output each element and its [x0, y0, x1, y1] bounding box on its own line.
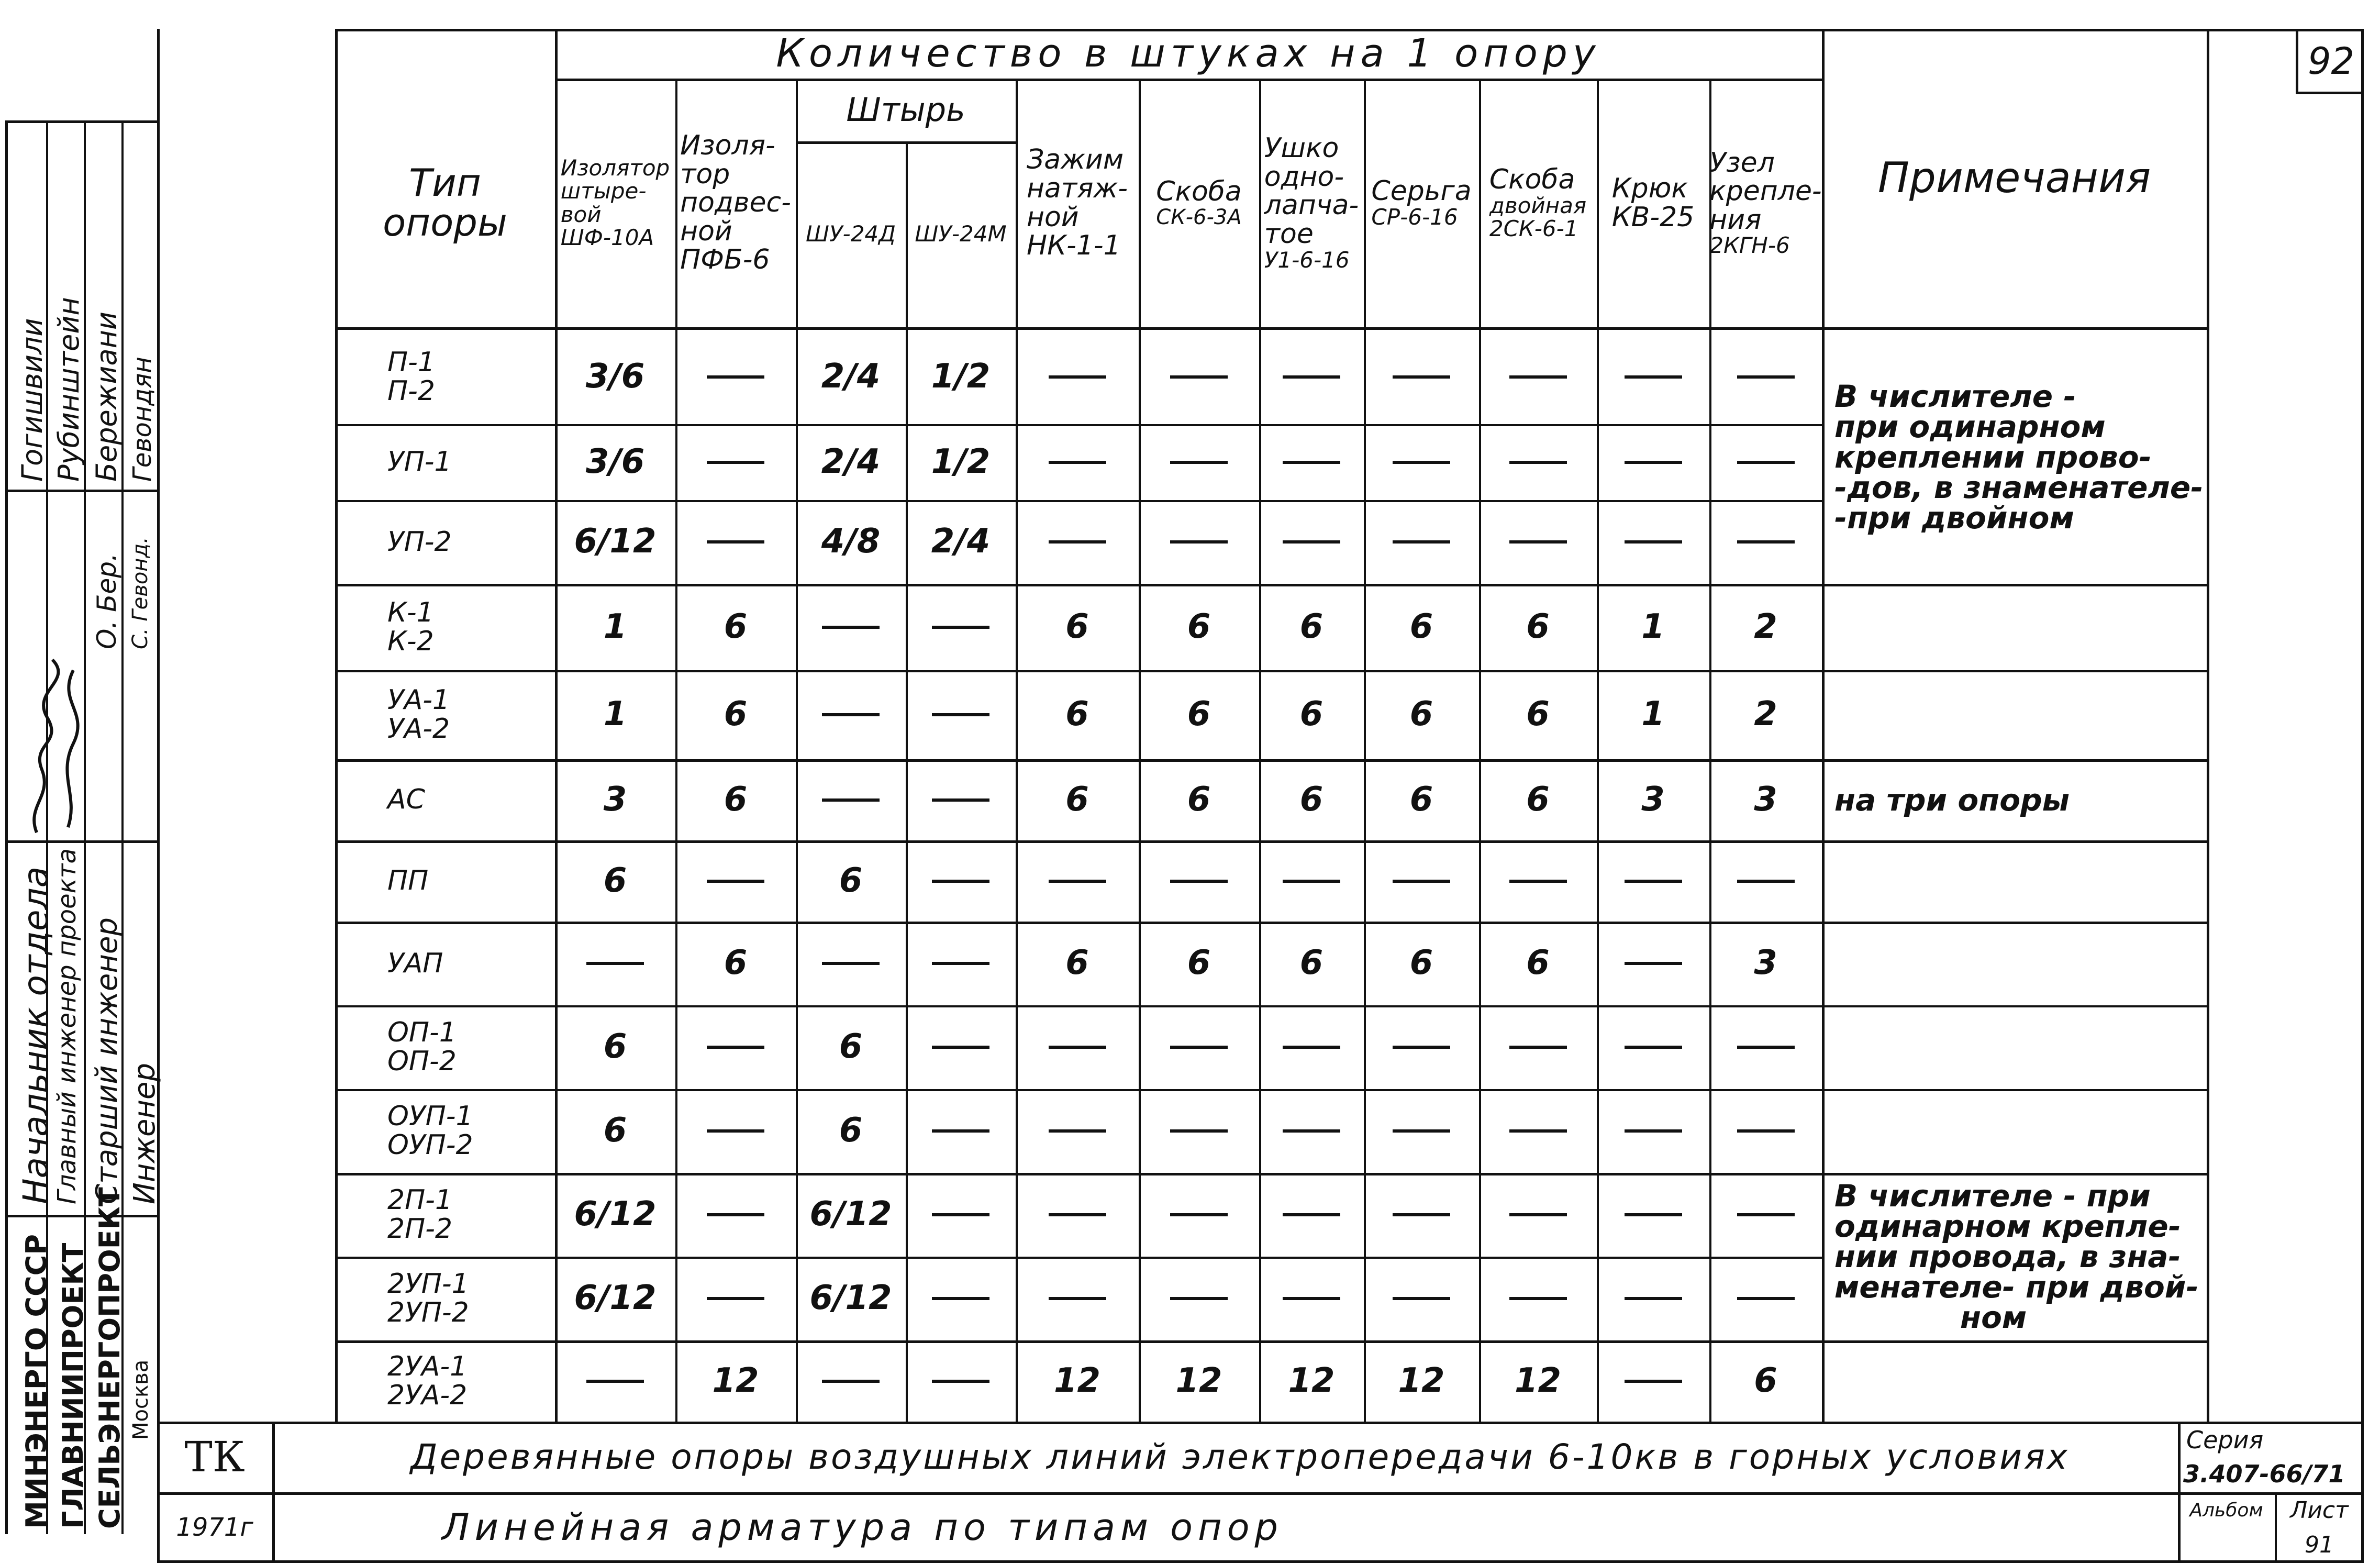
dash-mark — [1509, 375, 1567, 379]
cell-shf: 6 — [603, 1111, 627, 1150]
cell-sk — [1139, 840, 1259, 922]
cell-2sk: 12 — [1514, 1361, 1562, 1400]
dash-mark — [1737, 461, 1795, 464]
cell-u1 — [1259, 1173, 1364, 1257]
note-2: на три опоры — [1834, 782, 2070, 818]
cell-shf — [555, 1340, 675, 1422]
cell-kv: 1 — [1641, 607, 1665, 646]
cell-shu24d — [796, 922, 906, 1005]
cell-shu24d — [796, 1340, 906, 1422]
header-nk: Зажим натяж- ной НК-1-1 — [1026, 144, 1128, 262]
cell-kv — [1597, 424, 1709, 500]
cell-u1 — [1259, 1257, 1364, 1340]
dash-mark — [932, 1129, 989, 1133]
cell-2sk — [1479, 840, 1597, 922]
dash-mark — [1509, 880, 1567, 883]
header-kv: Крюк КВ-25 — [1611, 172, 1695, 233]
cell-2sk — [1479, 1005, 1597, 1089]
dash-mark — [1049, 375, 1106, 379]
cell-shf: 3/6 — [585, 442, 645, 481]
role-4: Инженер — [128, 1062, 162, 1204]
dash-mark — [1049, 880, 1106, 883]
cell-sr — [1364, 1089, 1479, 1173]
cell-sk — [1139, 1089, 1259, 1173]
cell-shu24m — [906, 1340, 1016, 1422]
signature-2: С. Гевонд. — [128, 537, 152, 649]
header-sr: Серьга СР-6-16 — [1371, 175, 1472, 230]
note-3: В числителе - при одинарном крепле- нии провода, в зна- менателе- при двой- ном — [1834, 1178, 2199, 1335]
cell-2sk — [1479, 1173, 1597, 1257]
dash-mark — [932, 962, 989, 965]
cell-shu24m: 2/4 — [931, 522, 991, 561]
dash-mark — [822, 1380, 880, 1383]
dash-mark — [1625, 540, 1682, 543]
cell-shf — [555, 922, 675, 1005]
cell-pfb — [675, 840, 796, 922]
cell-kv: 3 — [1641, 780, 1665, 819]
header-sk: Скоба СК-6-3А — [1156, 176, 1242, 229]
dash-mark — [1049, 1129, 1106, 1133]
cell-shu24m — [906, 1089, 1016, 1173]
row-type-label: ОУП-1 ОУП-2 — [387, 1101, 473, 1161]
cell-nk — [1016, 1173, 1139, 1257]
cell-2sk: 6 — [1526, 607, 1550, 646]
dash-mark — [1049, 540, 1106, 543]
dash-mark — [1509, 1129, 1567, 1133]
row-type-label: УА-1 УА-2 — [387, 684, 450, 745]
cell-kv — [1597, 1340, 1709, 1422]
dash-mark — [1509, 1046, 1567, 1049]
dash-mark — [1283, 1046, 1340, 1049]
cell-kv: 1 — [1641, 695, 1665, 734]
cell-kv — [1597, 922, 1709, 1005]
left-strip-h1 — [5, 490, 160, 492]
dash-mark — [1509, 1297, 1567, 1300]
dash-mark — [822, 626, 880, 629]
cell-sr — [1364, 1005, 1479, 1089]
left-strip-h2 — [5, 840, 160, 843]
org-city: Москва — [129, 1359, 153, 1440]
cell-shu24m — [906, 1005, 1016, 1089]
dash-mark — [1170, 1129, 1228, 1133]
cell-shf: 6 — [603, 1027, 627, 1067]
dash-mark — [1509, 540, 1567, 543]
cell-u1: 6 — [1299, 944, 1324, 983]
dash-mark — [1283, 540, 1340, 543]
cell-nk — [1016, 1005, 1139, 1089]
dash-mark — [1625, 962, 1682, 965]
dash-mark — [707, 375, 764, 379]
cell-u1: 6 — [1299, 780, 1324, 819]
dash-mark — [707, 540, 764, 543]
col-line-notes-right — [2207, 29, 2209, 1422]
cell-shf: 1 — [603, 695, 627, 734]
cell-pfb: 6 — [724, 607, 748, 646]
header-type: Тип опоры — [383, 160, 507, 245]
drawing-title: Деревянные опоры воздушных линий электропередачи 6-10кв в горных условиях — [410, 1436, 2070, 1477]
album-label: Альбом — [2189, 1500, 2263, 1522]
cell-kv — [1597, 330, 1709, 424]
cell-nk — [1016, 1257, 1139, 1340]
cell-shf: 3 — [603, 780, 627, 819]
row-type-label: УП-1 — [387, 446, 452, 478]
cell-pfb: 6 — [724, 944, 748, 983]
dash-mark — [1737, 1297, 1795, 1300]
cell-pfb — [675, 424, 796, 500]
dash-mark — [707, 1213, 764, 1216]
cell-2kgn — [1709, 1089, 1822, 1173]
cell-2kgn — [1709, 1173, 1822, 1257]
cell-2sk — [1479, 500, 1597, 584]
sheet-label: Лист — [2290, 1496, 2349, 1524]
group-header: Количество в штуках на 1 опору — [776, 30, 1601, 76]
cell-nk: 6 — [1065, 695, 1089, 734]
cell-shu24d: 6/12 — [809, 1279, 892, 1318]
dash-mark — [1737, 880, 1795, 883]
dash-mark — [1283, 1297, 1340, 1300]
dash-mark — [586, 1380, 644, 1383]
header-pfb: Изоля- тор подвес- ной ПФБ-6 — [680, 130, 791, 276]
dash-mark — [822, 798, 880, 802]
series-number: 3.407-66/71 — [2183, 1459, 2345, 1488]
cell-kv — [1597, 1257, 1709, 1340]
page-box-bottom — [2296, 92, 2364, 94]
dash-mark — [1625, 1380, 1682, 1383]
cell-sr — [1364, 330, 1479, 424]
cell-2kgn: 2 — [1754, 607, 1777, 646]
row-type-label: АС — [387, 784, 425, 816]
left-strip-h3 — [5, 1215, 160, 1217]
dash-mark — [932, 713, 989, 716]
cell-sk — [1139, 1005, 1259, 1089]
row-type-label: К-1 К-2 — [387, 596, 434, 657]
cell-nk: 6 — [1065, 780, 1089, 819]
series-label: Серия — [2186, 1426, 2264, 1455]
dash-mark — [586, 962, 644, 965]
cell-2kgn — [1709, 330, 1822, 424]
cell-2kgn — [1709, 1257, 1822, 1340]
cell-sk — [1139, 500, 1259, 584]
row-type-label: 2УА-1 2УА-2 — [387, 1350, 468, 1411]
cell-pfb — [675, 330, 796, 424]
cell-u1 — [1259, 1089, 1364, 1173]
cell-sr: 12 — [1398, 1361, 1445, 1400]
dash-mark — [1283, 461, 1340, 464]
org-line-1: МИНЭНЕРГО СССР — [20, 1234, 53, 1529]
cell-pfb: 12 — [712, 1361, 759, 1400]
cell-shu24m — [906, 922, 1016, 1005]
cell-kv — [1597, 1089, 1709, 1173]
cell-2kgn: 6 — [1754, 1361, 1777, 1400]
row-type-label: ПП — [387, 865, 429, 897]
cell-sr — [1364, 1257, 1479, 1340]
cell-shu24d — [796, 584, 906, 670]
cell-pfb: 6 — [724, 695, 748, 734]
cell-sr — [1364, 840, 1479, 922]
drawing-subtitle: Линейная арматура по типам опор — [442, 1505, 1283, 1549]
role-2: Главный инженер проекта — [52, 848, 82, 1204]
dash-mark — [1625, 375, 1682, 379]
cell-2kgn — [1709, 840, 1822, 922]
dash-mark — [1170, 880, 1228, 883]
dash-mark — [1509, 1213, 1567, 1216]
cell-nk — [1016, 330, 1139, 424]
cell-nk: 12 — [1053, 1361, 1101, 1400]
header-notes: Примечания — [1877, 153, 2151, 202]
header-2sk: Скоба двойная 2СК-6-1 — [1489, 164, 1587, 241]
cell-shu24m — [906, 759, 1016, 840]
header-2kgn: Узел крепле- ния 2КГН-6 — [1709, 147, 1822, 259]
header-shu24m: ШУ-24М — [915, 221, 1007, 247]
tk-label: ТК — [184, 1432, 245, 1481]
sheet-number: 91 — [2305, 1531, 2334, 1558]
cell-shf: 6/12 — [574, 522, 657, 561]
dash-mark — [1393, 375, 1450, 379]
cell-2sk: 6 — [1526, 780, 1550, 819]
dash-mark — [1393, 1297, 1450, 1300]
cell-shu24m — [906, 1173, 1016, 1257]
signature-1: О. Бер. — [92, 553, 122, 649]
cell-nk — [1016, 1089, 1139, 1173]
cell-sk: 6 — [1187, 695, 1211, 734]
dash-mark — [1049, 1297, 1106, 1300]
dash-mark — [1170, 1297, 1228, 1300]
header-shf: Изолятор штыре- вой ШФ-10А — [560, 155, 670, 250]
role-1: Начальник отдела — [16, 866, 56, 1204]
cell-sk — [1139, 330, 1259, 424]
cell-u1 — [1259, 424, 1364, 500]
role-3: Старший инженер — [90, 917, 124, 1204]
cell-sr — [1364, 424, 1479, 500]
cell-shf: 1 — [603, 607, 627, 646]
dash-mark — [1393, 1213, 1450, 1216]
dash-mark — [1283, 1129, 1340, 1133]
dash-mark — [1625, 1129, 1682, 1133]
cell-shu24m — [906, 1257, 1016, 1340]
dash-mark — [1393, 461, 1450, 464]
dash-mark — [707, 1129, 764, 1133]
row-type-label: ОП-1 ОП-2 — [387, 1017, 457, 1077]
cell-sr: 6 — [1409, 695, 1433, 734]
cell-kv — [1597, 1005, 1709, 1089]
dash-mark — [932, 880, 989, 883]
dash-mark — [1625, 461, 1682, 464]
cell-shu24d: 4/8 — [821, 522, 881, 561]
dash-mark — [932, 1046, 989, 1049]
cell-2kgn — [1709, 1005, 1822, 1089]
dash-mark — [707, 1046, 764, 1049]
dash-mark — [932, 1213, 989, 1216]
cell-sk — [1139, 1257, 1259, 1340]
org-line-2: ГЛАВНИИПРОЕКТ — [57, 1243, 90, 1529]
row-type-label: П-1 П-2 — [387, 347, 435, 407]
cell-pfb — [675, 1089, 796, 1173]
cell-u1 — [1259, 1005, 1364, 1089]
cell-u1 — [1259, 840, 1364, 922]
dash-mark — [707, 461, 764, 464]
dash-mark — [1283, 375, 1340, 379]
dash-mark — [1170, 1213, 1228, 1216]
cell-2kgn — [1709, 500, 1822, 584]
dash-mark — [1049, 1213, 1106, 1216]
dash-mark — [707, 1297, 764, 1300]
left-strip-right — [157, 29, 160, 1537]
cell-shu24m — [906, 584, 1016, 670]
dash-mark — [1049, 461, 1106, 464]
cell-shu24m: 1/2 — [931, 357, 991, 396]
dash-mark — [1283, 1213, 1340, 1216]
cell-shu24d: 6 — [839, 1027, 863, 1067]
cell-nk: 6 — [1065, 944, 1089, 983]
dash-mark — [932, 626, 989, 629]
dash-mark — [1049, 1046, 1106, 1049]
row-type-label: УАП — [387, 947, 443, 979]
cell-2sk — [1479, 330, 1597, 424]
year-label: 1971г — [176, 1513, 253, 1543]
cell-sk: 12 — [1175, 1361, 1222, 1400]
cell-sk: 6 — [1187, 944, 1211, 983]
cell-shu24m: 1/2 — [931, 442, 991, 481]
dash-mark — [1625, 1297, 1682, 1300]
dash-mark — [1170, 461, 1228, 464]
cell-sk: 6 — [1187, 607, 1211, 646]
cell-nk — [1016, 424, 1139, 500]
cell-2sk — [1479, 424, 1597, 500]
cell-shf: 6 — [603, 861, 627, 900]
row-type-label: 2УП-1 2УП-2 — [387, 1268, 469, 1328]
cell-pfb — [675, 500, 796, 584]
cell-kv — [1597, 840, 1709, 922]
header-shtyr: Штырь — [846, 91, 965, 129]
dash-mark — [1625, 1046, 1682, 1049]
row-type-label: 2П-1 2П-2 — [387, 1184, 453, 1245]
cell-shu24d — [796, 670, 906, 759]
handwritten-signature — [21, 639, 89, 838]
cell-sr: 6 — [1409, 607, 1433, 646]
dash-mark — [932, 798, 989, 802]
cell-shu24m — [906, 670, 1016, 759]
dash-mark — [1737, 1213, 1795, 1216]
cell-2kgn: 2 — [1754, 695, 1777, 734]
cell-u1: 6 — [1299, 695, 1324, 734]
cell-nk — [1016, 840, 1139, 922]
cell-shu24d: 6 — [839, 861, 863, 900]
dash-mark — [1625, 1213, 1682, 1216]
cell-shu24d: 6 — [839, 1111, 863, 1150]
dash-mark — [1737, 1129, 1795, 1133]
dash-mark — [1737, 1046, 1795, 1049]
dash-mark — [1170, 540, 1228, 543]
dash-mark — [822, 713, 880, 716]
row-type-label: УП-2 — [387, 526, 452, 558]
cell-sr: 6 — [1409, 944, 1433, 983]
cell-u1 — [1259, 330, 1364, 424]
dash-mark — [932, 1297, 989, 1300]
cell-shf: 6/12 — [574, 1195, 657, 1234]
dash-mark — [707, 880, 764, 883]
cell-u1: 6 — [1299, 607, 1324, 646]
dash-mark — [1170, 375, 1228, 379]
org-line-3: СЕЛЬЭНЕРГОПРОЕКТ — [93, 1187, 126, 1529]
dash-mark — [932, 1380, 989, 1383]
page-number: 92 — [2307, 39, 2355, 83]
cell-2sk — [1479, 1089, 1597, 1173]
cell-pfb — [675, 1005, 796, 1089]
dash-mark — [1283, 880, 1340, 883]
cell-2sk — [1479, 1257, 1597, 1340]
left-strip-outer — [5, 120, 8, 1534]
cell-shu24d: 2/4 — [821, 442, 881, 481]
cell-shu24m — [906, 840, 1016, 922]
cell-sr — [1364, 1173, 1479, 1257]
cell-2kgn — [1709, 424, 1822, 500]
cell-sr: 6 — [1409, 780, 1433, 819]
name-4: Гевондян — [128, 357, 157, 482]
cell-shf: 3/6 — [585, 357, 645, 396]
cell-u1: 12 — [1288, 1361, 1335, 1400]
dash-mark — [1393, 540, 1450, 543]
cell-pfb — [675, 1173, 796, 1257]
header-u1: Ушко одно- лапча- тое У1-6-16 — [1264, 132, 1359, 273]
name-3: Бережиани — [90, 311, 123, 482]
name-2: Рубинштейн — [52, 297, 85, 482]
cell-kv — [1597, 1173, 1709, 1257]
dash-mark — [1170, 1046, 1228, 1049]
left-strip-top — [5, 120, 160, 123]
dash-mark — [822, 962, 880, 965]
cell-u1 — [1259, 500, 1364, 584]
header-shu24d: ШУ-24Д — [806, 221, 896, 247]
note-1: В числителе - при одинарном креплении прово- -дов, в знаменателе- -при двойном — [1834, 378, 2204, 536]
cell-2kgn: 3 — [1754, 780, 1777, 819]
cell-shu24d: 6/12 — [809, 1195, 892, 1234]
cell-shf: 6/12 — [574, 1279, 657, 1318]
dash-mark — [1625, 880, 1682, 883]
cell-2sk: 6 — [1526, 944, 1550, 983]
dash-mark — [1393, 1129, 1450, 1133]
title-block-tk-divider — [272, 1422, 275, 1563]
dash-mark — [1393, 880, 1450, 883]
cell-sk — [1139, 424, 1259, 500]
cell-nk — [1016, 500, 1139, 584]
cell-sr — [1364, 500, 1479, 584]
cell-pfb — [675, 1257, 796, 1340]
cell-sk: 6 — [1187, 780, 1211, 819]
cell-kv — [1597, 500, 1709, 584]
name-1: Гогишвили — [16, 318, 49, 482]
cell-pfb: 6 — [724, 780, 748, 819]
dash-mark — [1509, 461, 1567, 464]
cell-shu24d — [796, 759, 906, 840]
dash-mark — [1737, 375, 1795, 379]
cell-2kgn: 3 — [1754, 944, 1777, 983]
dash-mark — [1737, 540, 1795, 543]
cell-2sk: 6 — [1526, 695, 1550, 734]
cell-sk — [1139, 1173, 1259, 1257]
cell-nk: 6 — [1065, 607, 1089, 646]
cell-shu24d: 2/4 — [821, 357, 881, 396]
dash-mark — [1393, 1046, 1450, 1049]
